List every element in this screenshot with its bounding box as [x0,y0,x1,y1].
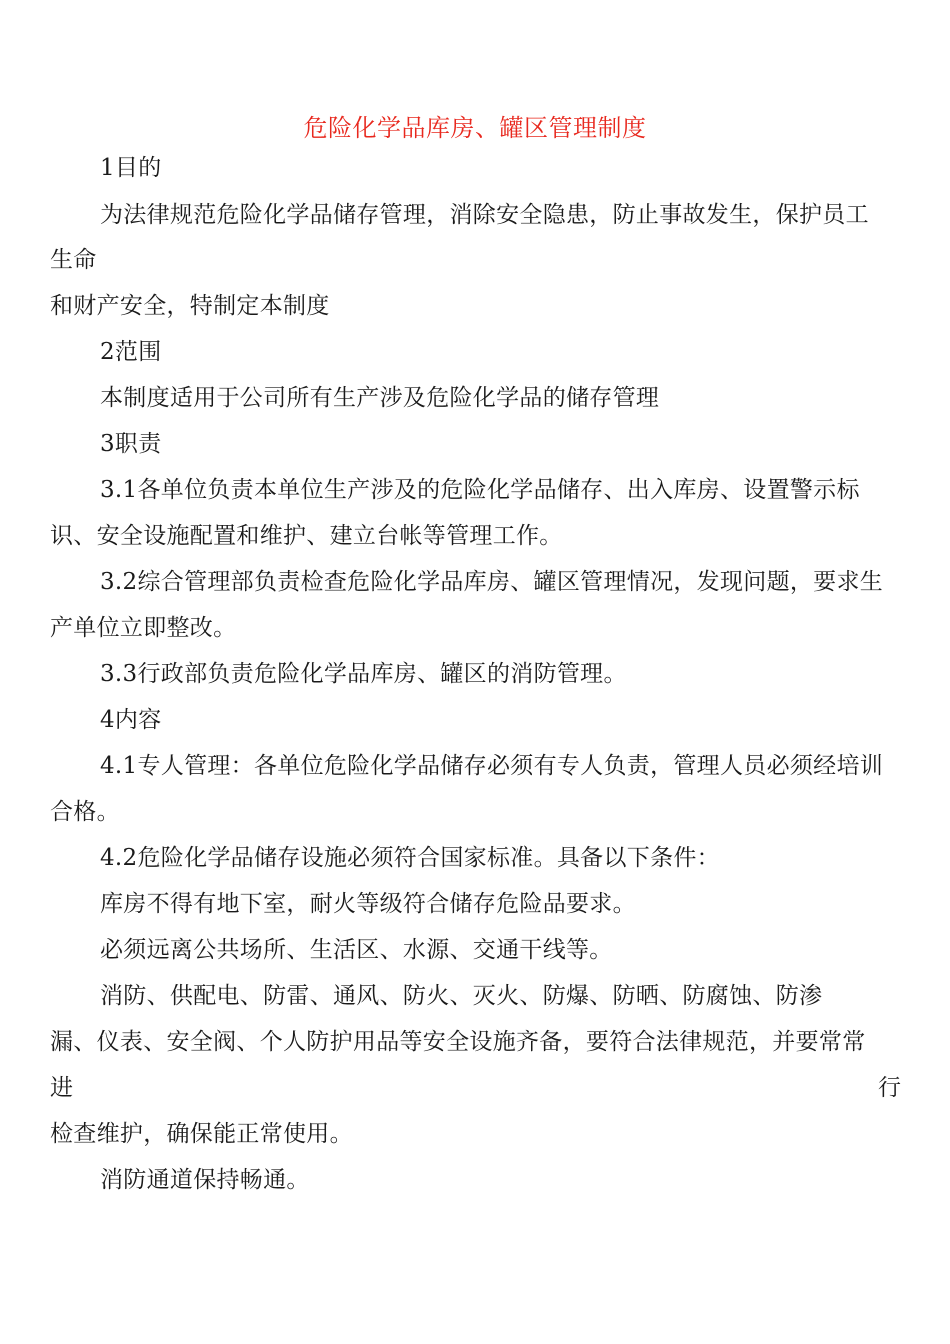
paragraph-line: 进 [50,1075,74,1101]
paragraph-line: 行 [878,1075,902,1101]
paragraph-line: 4.2危险化学品储存设施必须符合国家标准。具备以下条件： [100,845,720,871]
paragraph-line: 漏、仪表、安全阀、个人防护用品等安全设施齐备，要符合法律规范，并要常常 [50,1029,866,1055]
paragraph-line: 合格。 [50,799,120,825]
paragraph-line: 产单位立即整改。 [50,615,237,641]
paragraph-line: 检查维护，确保能正常使用。 [50,1121,353,1147]
paragraph-line: 库房不得有地下室，耐火等级符合储存危险品要求。 [100,891,636,917]
paragraph-line: 消防通道保持畅通。 [100,1167,310,1193]
paragraph-line: 3.2综合管理部负责检查危险化学品库房、罐区管理情况，发现问题，要求生 [100,569,884,595]
paragraph-line: 4.1专人管理：各单位危险化学品储存必须有专人负责，管理人员必须经培训 [100,753,884,779]
paragraph-line: 和财产安全，特制定本制度 [50,293,330,319]
paragraph-line: 本制度适用于公司所有生产涉及危险化学品的储存管理 [100,385,660,411]
paragraph-line: 消防、供配电、防雷、通风、防火、灭火、防爆、防晒、防腐蚀、防渗 [100,983,823,1009]
paragraph-line: 识、安全设施配置和维护、建立台帐等管理工作。 [50,523,563,549]
paragraph-line: 3.3行政部负责危险化学品库房、罐区的消防管理。 [100,661,627,687]
paragraph-line: 必须远离公共场所、生活区、水源、交通干线等。 [100,937,613,963]
document-title: 危险化学品库房、罐区管理制度 [303,114,647,142]
paragraph-line: 3.1各单位负责本单位生产涉及的危险化学品储存、出入库房、设置警示标 [100,477,860,503]
section-heading-scope: 2范围 [100,339,162,365]
section-heading-purpose: 1目的 [100,155,162,181]
section-heading-content: 4内容 [100,707,162,733]
section-heading-responsibilities: 3职责 [100,431,162,457]
paragraph-line: 生命 [50,247,97,273]
paragraph-line: 为法律规范危险化学品储存管理，消除安全隐患，防止事故发生，保护员工 [100,202,869,228]
